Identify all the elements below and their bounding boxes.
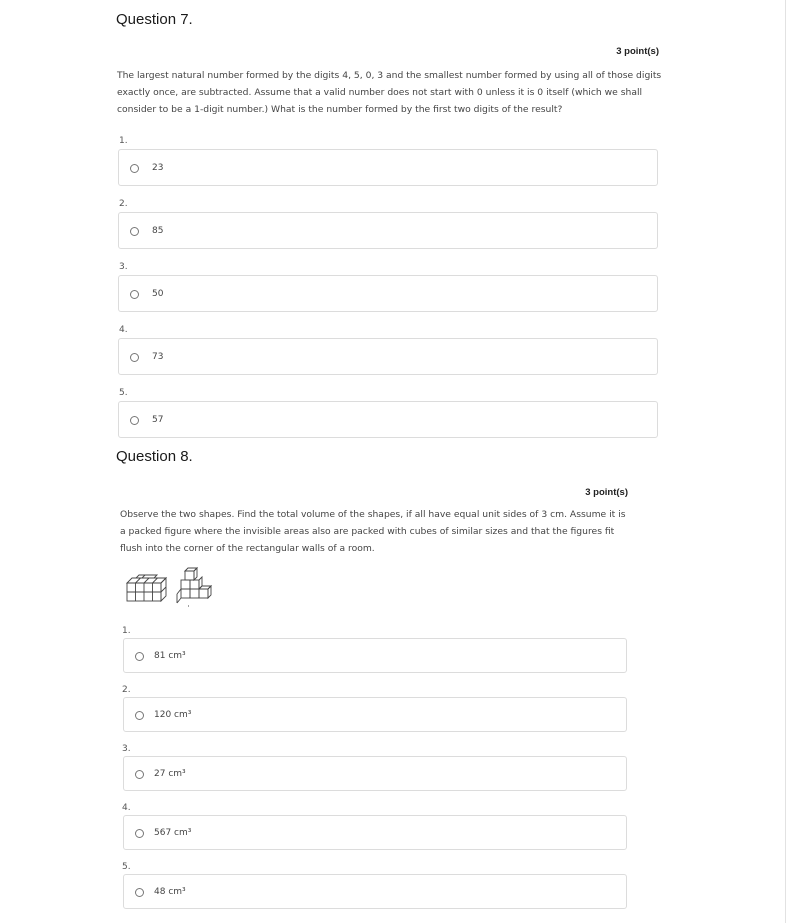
option-number: 3. (119, 262, 128, 272)
option-label: 81 cm³ (154, 650, 186, 661)
radio-button[interactable] (135, 770, 144, 779)
option-label: 567 cm³ (154, 827, 192, 838)
cube-shape-right (177, 568, 211, 606)
option-4[interactable] (118, 338, 658, 375)
cube-shape-left (127, 575, 166, 601)
option-number: 3. (122, 744, 131, 754)
option-1[interactable] (123, 638, 627, 673)
option-number: 4. (122, 803, 131, 813)
option-3[interactable] (118, 275, 658, 312)
option-label: 23 (152, 162, 164, 173)
option-4[interactable] (123, 815, 627, 850)
option-number: 5. (122, 862, 131, 872)
option-label: 120 cm³ (154, 709, 192, 720)
option-label: 48 cm³ (154, 886, 186, 897)
question-title: Question 8. (116, 448, 193, 465)
option-1[interactable] (118, 149, 658, 186)
option-2[interactable] (118, 212, 658, 249)
option-label: 50 (152, 288, 164, 299)
option-number: 2. (119, 199, 128, 209)
question-points: 3 point(s) (616, 46, 659, 57)
page-right-edge (785, 0, 786, 923)
option-5[interactable] (123, 874, 627, 909)
option-number: 2. (122, 685, 131, 695)
option-label: 73 (152, 351, 164, 362)
radio-button[interactable] (130, 416, 139, 425)
option-number: 5. (119, 388, 128, 398)
radio-button[interactable] (130, 164, 139, 173)
option-2[interactable] (123, 697, 627, 732)
radio-button[interactable] (135, 829, 144, 838)
option-number: 1. (119, 136, 128, 146)
option-number: 1. (122, 626, 131, 636)
radio-button[interactable] (130, 353, 139, 362)
radio-button[interactable] (130, 227, 139, 236)
option-label: 27 cm³ (154, 768, 186, 779)
cube-shapes-figure (124, 567, 216, 611)
question-text: Observe the two shapes. Find the total volume of the shapes, if all have equal unit sides of 3 cm. Assume it is a packed figure where the invisible areas also are packed with cubes of similar sizes and that the figures fit flush into the corner of the rectangular walls of a room. (120, 509, 626, 554)
question-points: 3 point(s) (585, 487, 628, 498)
option-label: 85 (152, 225, 164, 236)
option-label: 57 (152, 414, 164, 425)
radio-button[interactable] (135, 652, 144, 661)
option-3[interactable] (123, 756, 627, 791)
option-5[interactable] (118, 401, 658, 438)
radio-button[interactable] (135, 888, 144, 897)
question-title: Question 7. (116, 11, 193, 28)
radio-button[interactable] (130, 290, 139, 299)
radio-button[interactable] (135, 711, 144, 720)
option-number: 4. (119, 325, 128, 335)
question-text: The largest natural number formed by the digits 4, 5, 0, 3 and the smallest number formed by using all of those digits exactly once, are subtracted. Assume that a valid number does not start with 0 unless it is 0 itself (which we shall consider to be a 1-digit number.) What is the number formed by the first two digits of the result? (117, 70, 662, 115)
